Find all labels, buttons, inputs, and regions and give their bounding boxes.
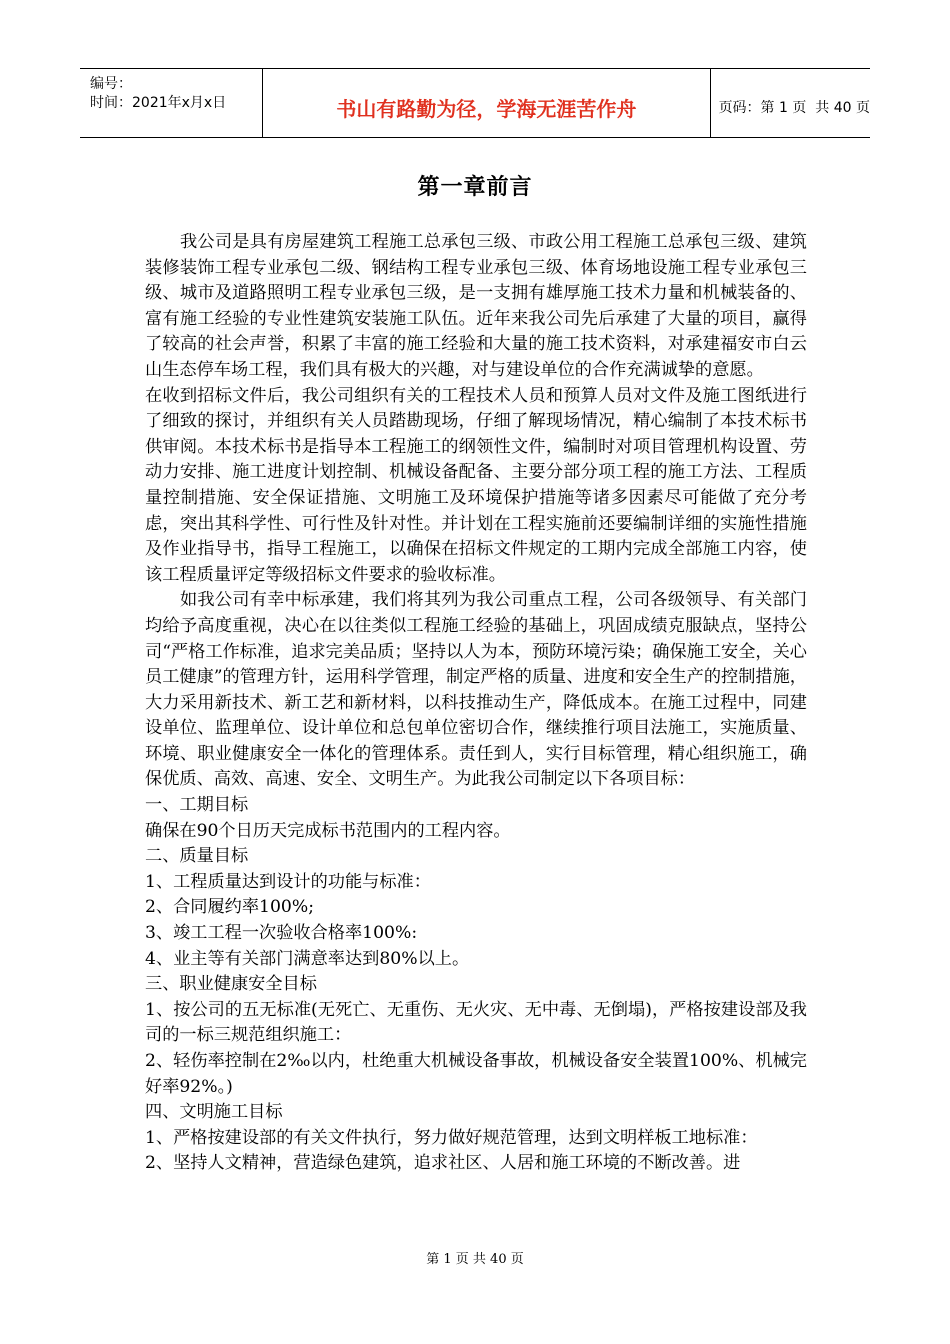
body-paragraph: 1、工程质量达到设计的功能与标准： xyxy=(145,871,431,892)
body-paragraph: 我公司是具有房屋建筑工程施工总承包三级、市政公用工程施工总承包三级、建筑装修装饰工程专业承包二级、钢结构工程专业承包三级、体育场地设施工程专业承包三级、城市及道路照明工程专业承包三级，是一支拥有雄厚施工技术力量和机械装备的、富有施工经验的专业性建筑安装施工队伍。近年来我公司先后承建了大量的项目，赢得了较高的社会声誉，积累了丰富的施工经验和大量的施工技术资料，对承建福安市白云山生态停车场工程，我们具有极大的兴趣，对与建设单位的合作充满诚挚的意愿。 xyxy=(145,232,807,380)
page-footer: 第 1 页 共 40 页 xyxy=(426,1252,524,1267)
body-paragraph: 3、竣工工程一次验收合格率100%: xyxy=(145,923,418,944)
body-paragraph: 二、质量目标 xyxy=(145,846,249,867)
header-motto: 书山有路勤为径，学海无涯苦作舟 xyxy=(263,69,710,137)
header-page-info xyxy=(711,69,870,137)
body-paragraph: 如我公司有幸中标承建，我们将其列为我公司重点工程，公司各级领导、有关部门均给予高度重视，决心在以往类似工程施工经验的基础上，巩固成绩克服缺点，坚持公司“严格工作标准，追求完美品质；坚持以人为本，预防环境污染；确保施工安全，关心员工健康”的管理方针，运用科学管理，制定严格的质量、进度和安全生产的控制措施，大力采用新技术、新工艺和新材料，以科技推动生产，降低成本。在施工过程中，同建设单位、监理单位、设计单位和总包单位密切合作，继续推行项目法施工，实施质量、环境、职业健康安全一体化的管理体系。责任到人，实行目标管理，精心组织施工，确保优质、高效、高速、安全、文明生产。为此我公司制定以下各项目标： xyxy=(145,590,807,790)
document-body xyxy=(145,230,807,1177)
document-number-label: 编号： xyxy=(90,76,132,92)
document-date: 时间：2021年x月x日 xyxy=(90,95,227,111)
body-paragraph: 1、按公司的五无标准(无死亡、无重伤、无火灾、无中毒、无倒塌)，严格按建设部及我司的一标三规范组织施工： xyxy=(145,999,807,1046)
body-paragraph: 1、严格按建设部的有关文件执行，努力做好规范管理，达到文明样板工地标准： xyxy=(145,1127,758,1148)
body-paragraph: 2、轻伤率控制在2‰以内，杜绝重大机械设备事故，机械设备安全装置100%、机械完好率92%。) xyxy=(145,1051,807,1097)
body-paragraph: 四、文明施工目标 xyxy=(145,1102,283,1123)
body-paragraph: 一、工期目标 xyxy=(145,795,249,816)
body-paragraph: 2、坚持人文精神，营造绿色建筑，追求社区、人居和施工环境的不断改善。进 xyxy=(145,1153,741,1174)
header-meta xyxy=(80,69,263,137)
body-paragraph: 三、职业健康安全目标 xyxy=(145,974,317,995)
body-paragraph: 2、合同履约率100%; xyxy=(145,897,314,918)
body-paragraph: 在收到招标文件后，我公司组织有关的工程技术人员和预算人员对文件及施工图纸进行了细致的探讨，并组织有关人员踏勘现场，仔细了解现场情况，精心编制了本技术标书供审阅。本技术标书是指导本工程施工的纲领性文件，编制时对项目管理机构设置、劳动力安排、施工进度计划控制、机械设备配备、主要分部分项工程的施工方法、工程质量控制措施、安全保证措施、文明施工及环境保护措施等诸多因素尽可能做了充分考虑，突出其科学性、可行性及针对性。并计划在工程实施前还要编制详细的实施性措施及作业指导书，指导工程施工，以确保在招标文件规定的工期内完成全部施工内容，使该工程质量评定等级招标文件要求的验收标准。 xyxy=(145,385,807,585)
chapter-title: 第一章前言 xyxy=(417,175,533,200)
page-header xyxy=(80,68,870,138)
page-info-text: 页码：第 1 页 共 40 页 xyxy=(718,100,870,116)
body-paragraph: 4、业主等有关部门满意率达到80%以上。 xyxy=(145,948,470,969)
body-paragraph: 确保在90个日历天完成标书范围内的工程内容。 xyxy=(145,820,511,841)
